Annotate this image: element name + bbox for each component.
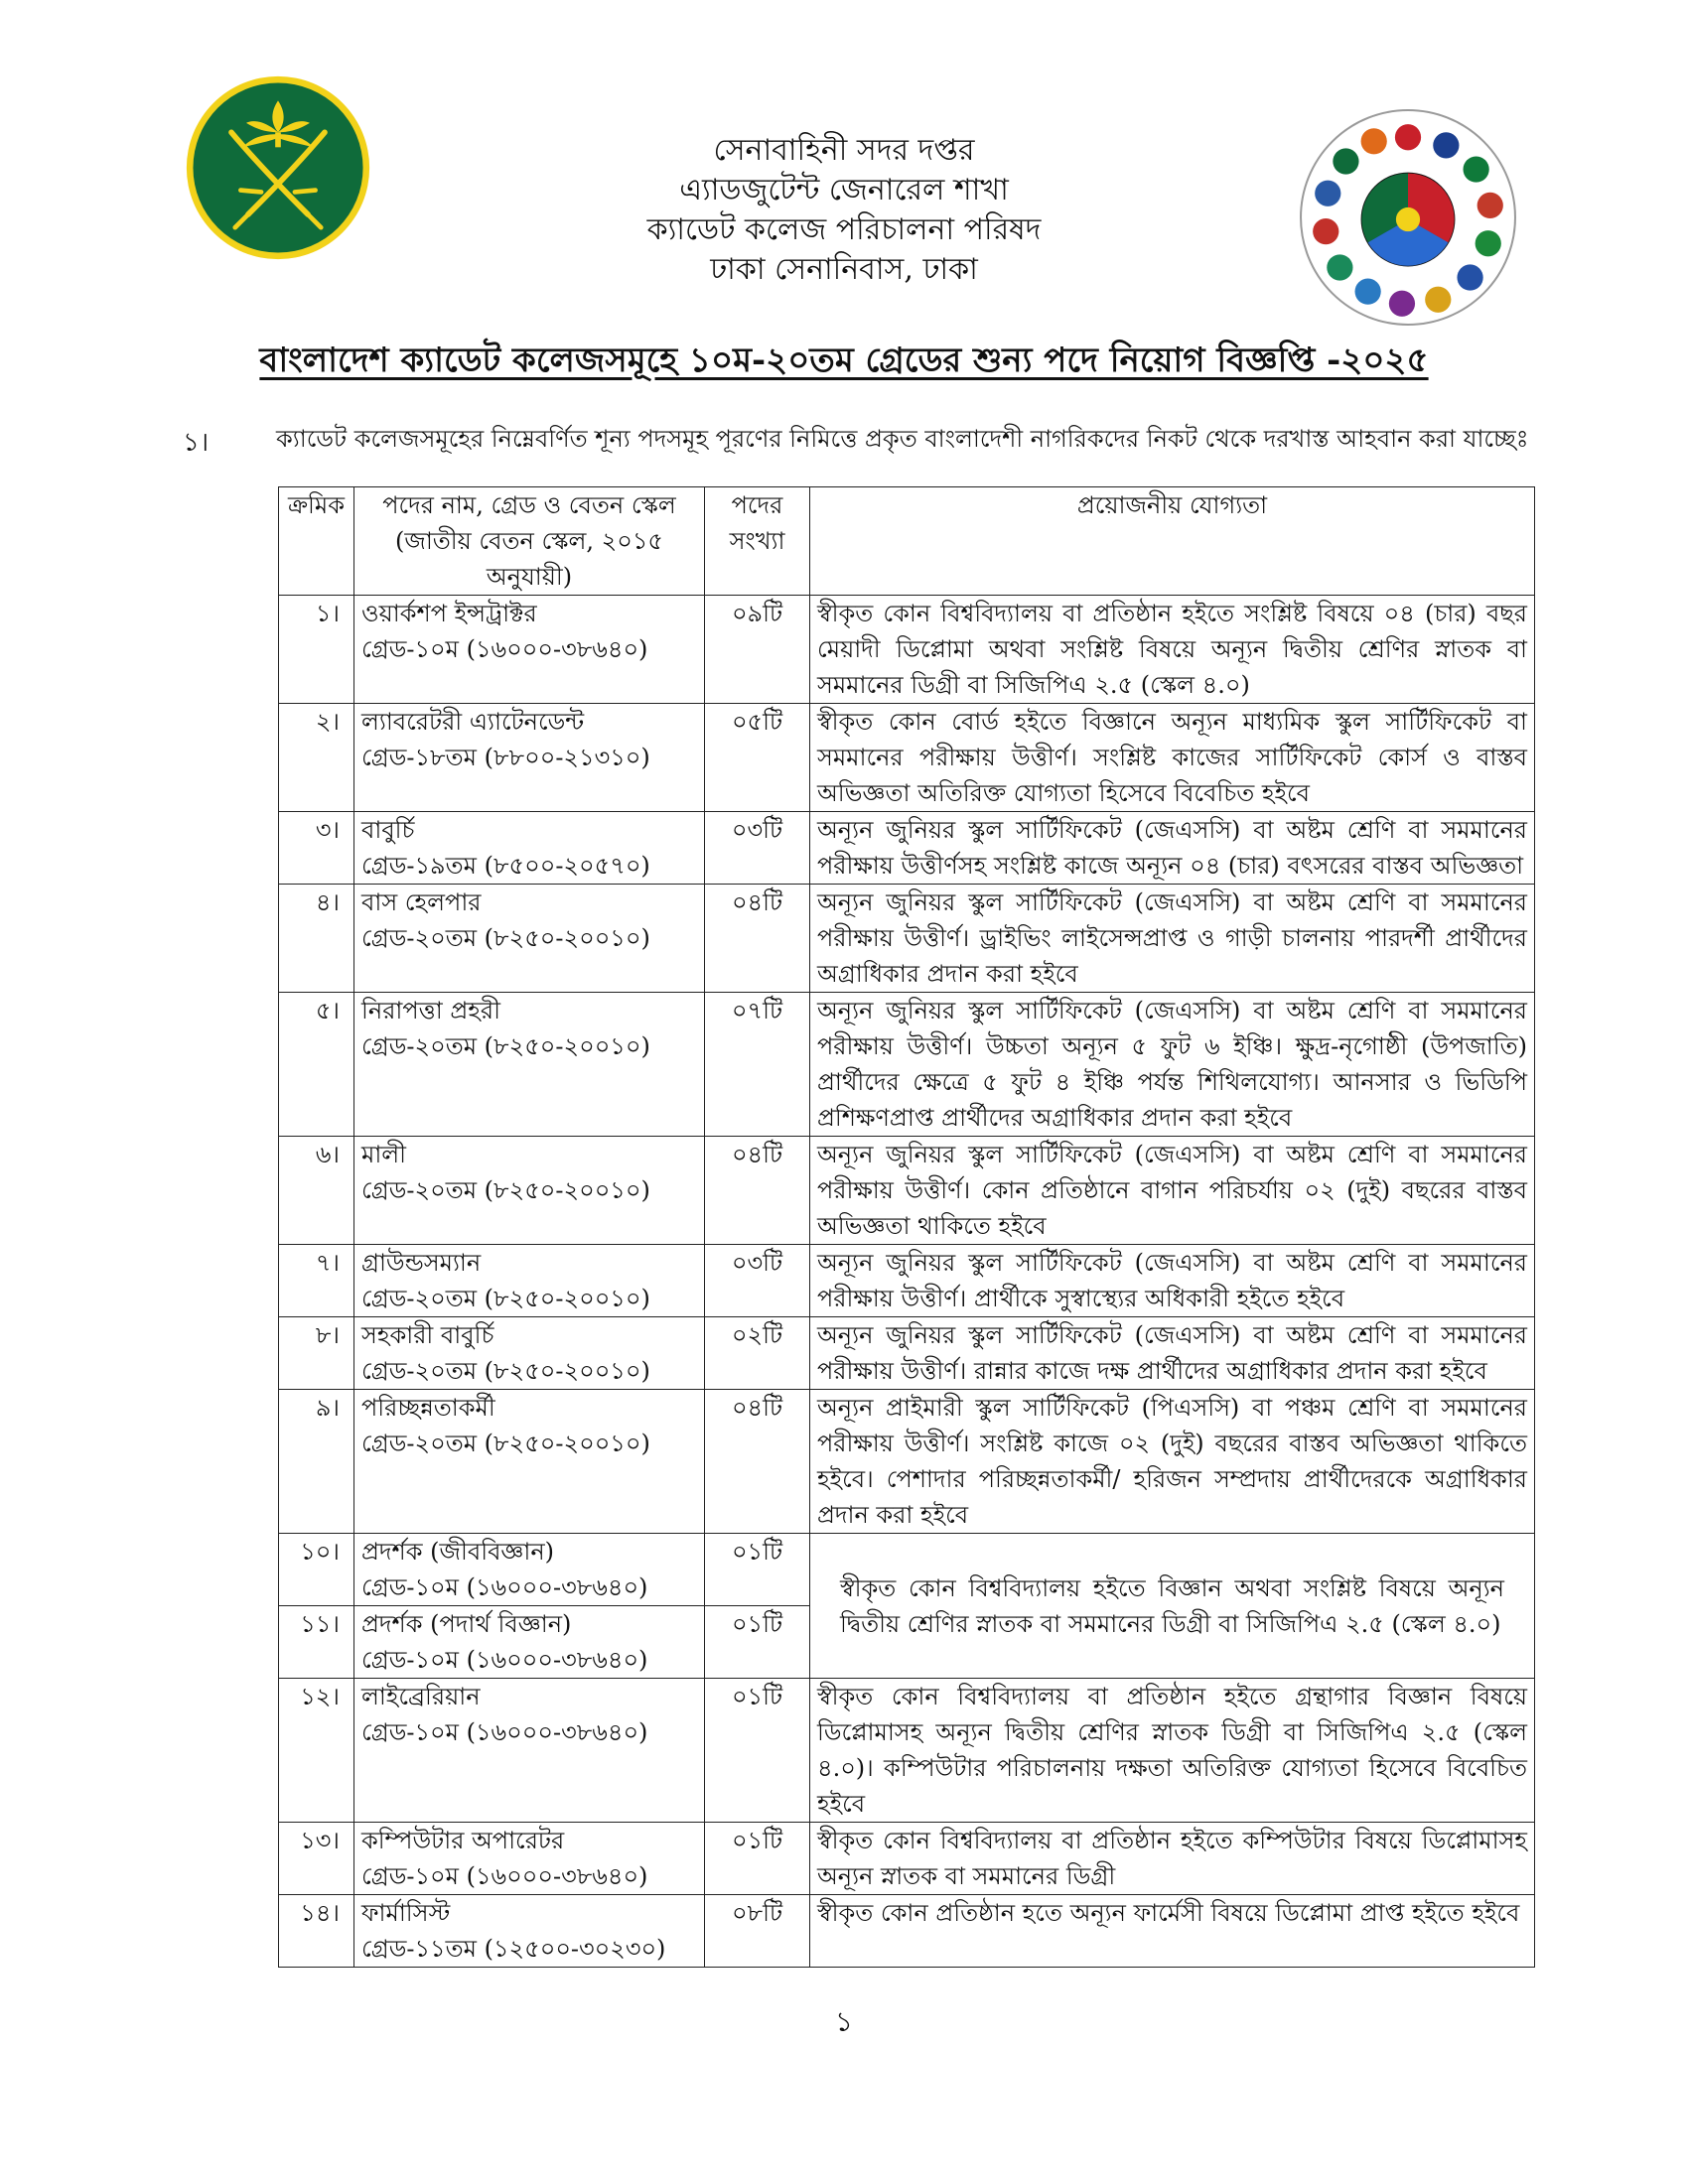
table-row: [279, 1245, 1535, 1317]
table-row: [279, 1679, 1535, 1823]
table-row: [279, 1390, 1535, 1534]
post-name: নিরাপত্তা প্রহরী: [361, 997, 500, 1024]
post-name: ল্যাবরেটরী এ্যাটেনডেন্ট: [361, 708, 585, 736]
cell-count: ০২টি: [705, 1317, 810, 1390]
cell-serial: ১২।: [279, 1679, 354, 1823]
cell-serial: ১৪।: [279, 1895, 354, 1968]
table-row: [279, 596, 1535, 704]
cadet-colleges-emblem-logo: [1298, 107, 1518, 328]
cell-post: [354, 1895, 705, 1968]
post-name: লাইব্রেরিয়ান: [361, 1683, 481, 1710]
table-row: [279, 1137, 1535, 1245]
cell-count: ০১টি: [705, 1823, 810, 1895]
cell-serial: ৮।: [279, 1317, 354, 1390]
post-grade: গ্রেড-২০তম (৮২৫০-২০০১০): [361, 1430, 650, 1457]
header-block: [496, 131, 1192, 290]
header-line-4: ঢাকা সেনানিবাস, ঢাকা: [710, 252, 978, 287]
post-grade: গ্রেড-২০তম (৮২৫০-২০০১০): [361, 924, 650, 952]
header-count: পদের সংখ্যা: [705, 487, 810, 596]
cell-count: ০৪টি: [705, 1137, 810, 1245]
header-line-2: এ্যাডজুটেন্ট জেনারেল শাখা: [679, 173, 1009, 207]
table-row: [279, 704, 1535, 812]
post-grade: গ্রেড-২০তম (৮২৫০-২০০১০): [361, 1032, 650, 1060]
cell-qualification: স্বীকৃত কোন বিশ্ববিদ্যালয় বা প্রতিষ্ঠান হইতে কম্পিউটার বিষয়ে ডিপ্লোমাসহ অন্যূন স্নাতক বা সমমানের ডিগ্রী: [810, 1823, 1535, 1895]
table-row: [279, 1823, 1535, 1895]
vacancy-table: [278, 486, 1535, 1968]
bangladesh-army-emblem-logo: [185, 74, 371, 261]
post-name: পরিচ্ছন্নতাকর্মী: [361, 1394, 495, 1422]
cell-qualification: অন্যূন জুনিয়র স্কুল সার্টিফিকেট (জেএসসি) বা অষ্টম শ্রেণি বা সমমানের পরীক্ষায় উত্তীর্ণ। রান্নার কাজে দক্ষ প্রার্থীদের অগ্রাধিকার প্রদান করা হইবে: [810, 1317, 1535, 1390]
post-name: কম্পিউটার অপারেটর: [361, 1827, 565, 1854]
cell-qualification: স্বীকৃত কোন প্রতিষ্ঠান হতে অন্যূন ফার্মেসী বিষয়ে ডিপ্লোমা প্রাপ্ত হইতে হইবে: [810, 1895, 1535, 1968]
cell-serial: ৭।: [279, 1245, 354, 1317]
cell-qualification: অন্যূন জুনিয়র স্কুল সার্টিফিকেট (জেএসসি) বা অষ্টম শ্রেণি বা সমমানের পরীক্ষায় উত্তীর্ণ। প্রার্থীকে সুস্বাস্থ্যের অধিকারী হইতে হইবে: [810, 1245, 1535, 1317]
cell-post: [354, 704, 705, 812]
cell-count: ০৫টি: [705, 704, 810, 812]
cell-qualification: স্বীকৃত কোন বোর্ড হইতে বিজ্ঞানে অন্যূন মাধ্যমিক স্কুল সার্টিফিকেট বা সমমানের পরীক্ষায় উত্তীর্ণ। সংশ্লিষ্ট কাজের সার্টিফিকেট কোর্স ও বাস্তব অভিজ্ঞতা অতিরিক্ত যোগ্যতা হিসেবে বিবেচিত হইবে: [810, 704, 1535, 812]
post-name: গ্রাউন্ডসম্যান: [361, 1249, 482, 1277]
page-number: ১: [834, 2005, 854, 2038]
cell-serial: ৪।: [279, 885, 354, 993]
post-name: সহকারী বাবুর্চি: [361, 1321, 494, 1349]
cell-count: ০৩টি: [705, 812, 810, 885]
cell-qualification: অন্যূন জুনিয়র স্কুল সার্টিফিকেট (জেএসসি) বা অষ্টম শ্রেণি বা সমমানের পরীক্ষায় উত্তীর্ণ। ড্রাইভিং লাইসেন্সপ্রাপ্ত ও গাড়ী চালনায় পারদর্শী প্রার্থীদের অগ্রাধিকার প্রদান করা হইবে: [810, 885, 1535, 993]
cell-qualification: অন্যূন প্রাইমারী স্কুল সার্টিফিকেট (পিএসসি) বা পঞ্চম শ্রেণি বা সমমানের পরীক্ষায় উত্তীর্ণ। সংশ্লিষ্ট কাজে ০২ (দুই) বছরের বাস্তব অভিজ্ঞতা থাকিতে হইবে। পেশাদার পরিচ্ছন্নতাকর্মী/ হরিজন সম্প্রদায় প্রার্থীদেরকে অগ্রাধিকার প্রদান করা হইবে: [810, 1390, 1535, 1534]
table-header-row: [279, 487, 1535, 596]
post-grade: গ্রেড-২০তম (৮২৫০-২০০১০): [361, 1285, 650, 1312]
post-grade: গ্রেড-১০ম (১৬০০০-৩৮৬৪০): [361, 1573, 648, 1601]
header-line-1: সেনাবাহিনী সদর দপ্তর: [713, 133, 975, 168]
cell-count: ০৮টি: [705, 1895, 810, 1968]
cell-post: [354, 885, 705, 993]
cell-qualification: অন্যূন জুনিয়র স্কুল সার্টিফিকেট (জেএসসি) বা অষ্টম শ্রেণি বা সমমানের পরীক্ষায় উত্তীর্ণ। কোন প্রতিষ্ঠানে বাগান পরিচর্যায় ০২ (দুই) বছরের বাস্তব অভিজ্ঞতা থাকিতে হইবে: [810, 1137, 1535, 1245]
post-name: ওয়ার্কশপ ইন্সট্রাক্টর: [361, 600, 537, 627]
cell-qualification-merged: স্বীকৃত কোন বিশ্ববিদ্যালয় হইতে বিজ্ঞান অথবা সংশ্লিষ্ট বিষয়ে অন্যূন দ্বিতীয় শ্রেণির স্নাতক বা সমমানের ডিগ্রী বা সিজিপিএ ২.৫ (স্কেল ৪.০): [810, 1534, 1535, 1679]
cell-post: [354, 1606, 705, 1679]
cell-serial: ৬।: [279, 1137, 354, 1245]
post-grade: গ্রেড-১৯তম (৮৫০০-২০৫৭০): [361, 852, 650, 880]
post-name: বাস হেলপার: [361, 888, 482, 916]
cell-count: ০১টি: [705, 1606, 810, 1679]
cell-post: [354, 1137, 705, 1245]
header-qualification: প্রয়োজনীয় যোগ্যতা: [810, 487, 1535, 596]
cell-serial: ৯।: [279, 1390, 354, 1534]
cell-post: [354, 1679, 705, 1823]
post-name: প্রদর্শক (জীববিজ্ঞান): [361, 1538, 555, 1566]
post-grade: গ্রেড-১০ম (১৬০০০-৩৮৬৪০): [361, 1646, 648, 1674]
post-grade: গ্রেড-১০ম (১৬০০০-৩৮৬৪০): [361, 635, 648, 663]
cell-post: [354, 1317, 705, 1390]
post-name: মালী: [361, 1141, 407, 1168]
notice-title: বাংলাদেশ ক্যাডেট কলেজসমূহে ১০ম-২০তম গ্রেডের শুন্য পদে নিয়োগ বিজ্ঞপ্তি -২০২৫: [259, 341, 1429, 380]
post-grade: গ্রেড-১৮তম (৮৮০০-২১৩১০): [361, 744, 650, 771]
cell-post: [354, 993, 705, 1137]
cell-qualification: স্বীকৃত কোন বিশ্ববিদ্যালয় বা প্রতিষ্ঠান হইতে গ্রন্থাগার বিজ্ঞান বিষয়ে ডিপ্লোমাসহ অন্যূন দ্বিতীয় শ্রেণির স্নাতক ডিগ্রী বা সিজিপিএ ২.৫ (স্কেল ৪.০)। কম্পিউটার পরিচালনায় দক্ষতা অতিরিক্ত যোগ্যতা হিসেবে বিবেচিত হইবে: [810, 1679, 1535, 1823]
cell-post: [354, 1390, 705, 1534]
cell-serial: ৩।: [279, 812, 354, 885]
cell-serial: ১১।: [279, 1606, 354, 1679]
cell-serial: ১৩।: [279, 1823, 354, 1895]
post-grade: গ্রেড-১০ম (১৬০০০-৩৮৬৪০): [361, 1862, 648, 1890]
paragraph-number: ১।: [183, 428, 210, 458]
table-row: [279, 1317, 1535, 1390]
table-row: [279, 812, 1535, 885]
cell-count: ০৪টি: [705, 1390, 810, 1534]
cell-qualification: অন্যূন জুনিয়র স্কুল সার্টিফিকেট (জেএসসি) বা অষ্টম শ্রেণি বা সমমানের পরীক্ষায় উত্তীর্ণ। উচ্চতা অন্যূন ৫ ফুট ৬ ইঞ্চি। ক্ষুদ্র-নৃগোষ্ঠী (উপজাতি) প্রার্থীদের ক্ষেত্রে ৫ ফুট ৪ ইঞ্চি পর্যন্ত শিথিলযোগ্য। আনসার ও ভিডিপি প্রশিক্ষণপ্রাপ্ত প্রার্থীদের অগ্রাধিকার প্রদান করা হইবে: [810, 993, 1535, 1137]
cell-count: ০৩টি: [705, 1245, 810, 1317]
post-grade: গ্রেড-২০তম (৮২৫০-২০০১০): [361, 1357, 650, 1385]
cell-count: ০৪টি: [705, 885, 810, 993]
cell-post: [354, 1245, 705, 1317]
cell-serial: ১০।: [279, 1534, 354, 1606]
table-row: [279, 1895, 1535, 1968]
cell-qualification: অন্যূন জুনিয়র স্কুল সার্টিফিকেট (জেএসসি) বা অষ্টম শ্রেণি বা সমমানের পরীক্ষায় উত্তীর্ণসহ সংশ্লিষ্ট কাজে অন্যূন ০৪ (চার) বৎসরের বাস্তব অভিজ্ঞতা: [810, 812, 1535, 885]
post-grade: গ্রেড-১১তম (১২৫০০-৩০২৩০): [361, 1935, 666, 1963]
cell-count: ০৭টি: [705, 993, 810, 1137]
post-grade: গ্রেড-১০ম (১৬০০০-৩৮৬৪০): [361, 1718, 648, 1746]
post-name: ফার্মাসিস্ট: [361, 1899, 451, 1927]
cell-post: [354, 812, 705, 885]
cell-serial: ১।: [279, 596, 354, 704]
cell-post: [354, 596, 705, 704]
header-serial: ক্রমিক: [279, 487, 354, 596]
cell-qualification: স্বীকৃত কোন বিশ্ববিদ্যালয় বা প্রতিষ্ঠান হইতে সংশ্লিষ্ট বিষয়ে ০৪ (চার) বছর মেয়াদী ডিপ্লোমা অথবা সংশ্লিষ্ট বিষয়ে অন্যূন দ্বিতীয় শ্রেণির স্নাতক বা সমমানের ডিগ্রী বা সিজিপিএ ২.৫ (স্কেল ৪.০): [810, 596, 1535, 704]
cell-serial: ৫।: [279, 993, 354, 1137]
table-row: [279, 885, 1535, 993]
cell-post: [354, 1534, 705, 1606]
cell-count: ০১টি: [705, 1679, 810, 1823]
post-grade: গ্রেড-২০তম (৮২৫০-২০০১০): [361, 1176, 650, 1204]
table-row: [279, 1534, 1535, 1606]
cell-post: [354, 1823, 705, 1895]
cell-count: ০৯টি: [705, 596, 810, 704]
header-line-3: ক্যাডেট কলেজ পরিচালনা পরিষদ: [646, 212, 1042, 247]
cell-serial: ২।: [279, 704, 354, 812]
table-row: [279, 993, 1535, 1137]
post-name: বাবুর্চি: [361, 816, 415, 844]
cell-count: ০১টি: [705, 1534, 810, 1606]
paragraph-text: ক্যাডেট কলেজসমূহের নিম্নেবর্ণিত শূন্য পদসমূহ পূরণের নিমিত্তে প্রকৃত বাংলাদেশী নাগরিকদের নিকট থেকে দরখাস্ত আহবান করা যাচ্ছেঃ: [276, 425, 1529, 453]
post-name: প্রদর্শক (পদার্থ বিজ্ঞান): [361, 1610, 572, 1638]
header-post: পদের নাম, গ্রেড ও বেতন স্কেল (জাতীয় বেতন স্কেল, ২০১৫ অনুযায়ী): [354, 487, 705, 596]
